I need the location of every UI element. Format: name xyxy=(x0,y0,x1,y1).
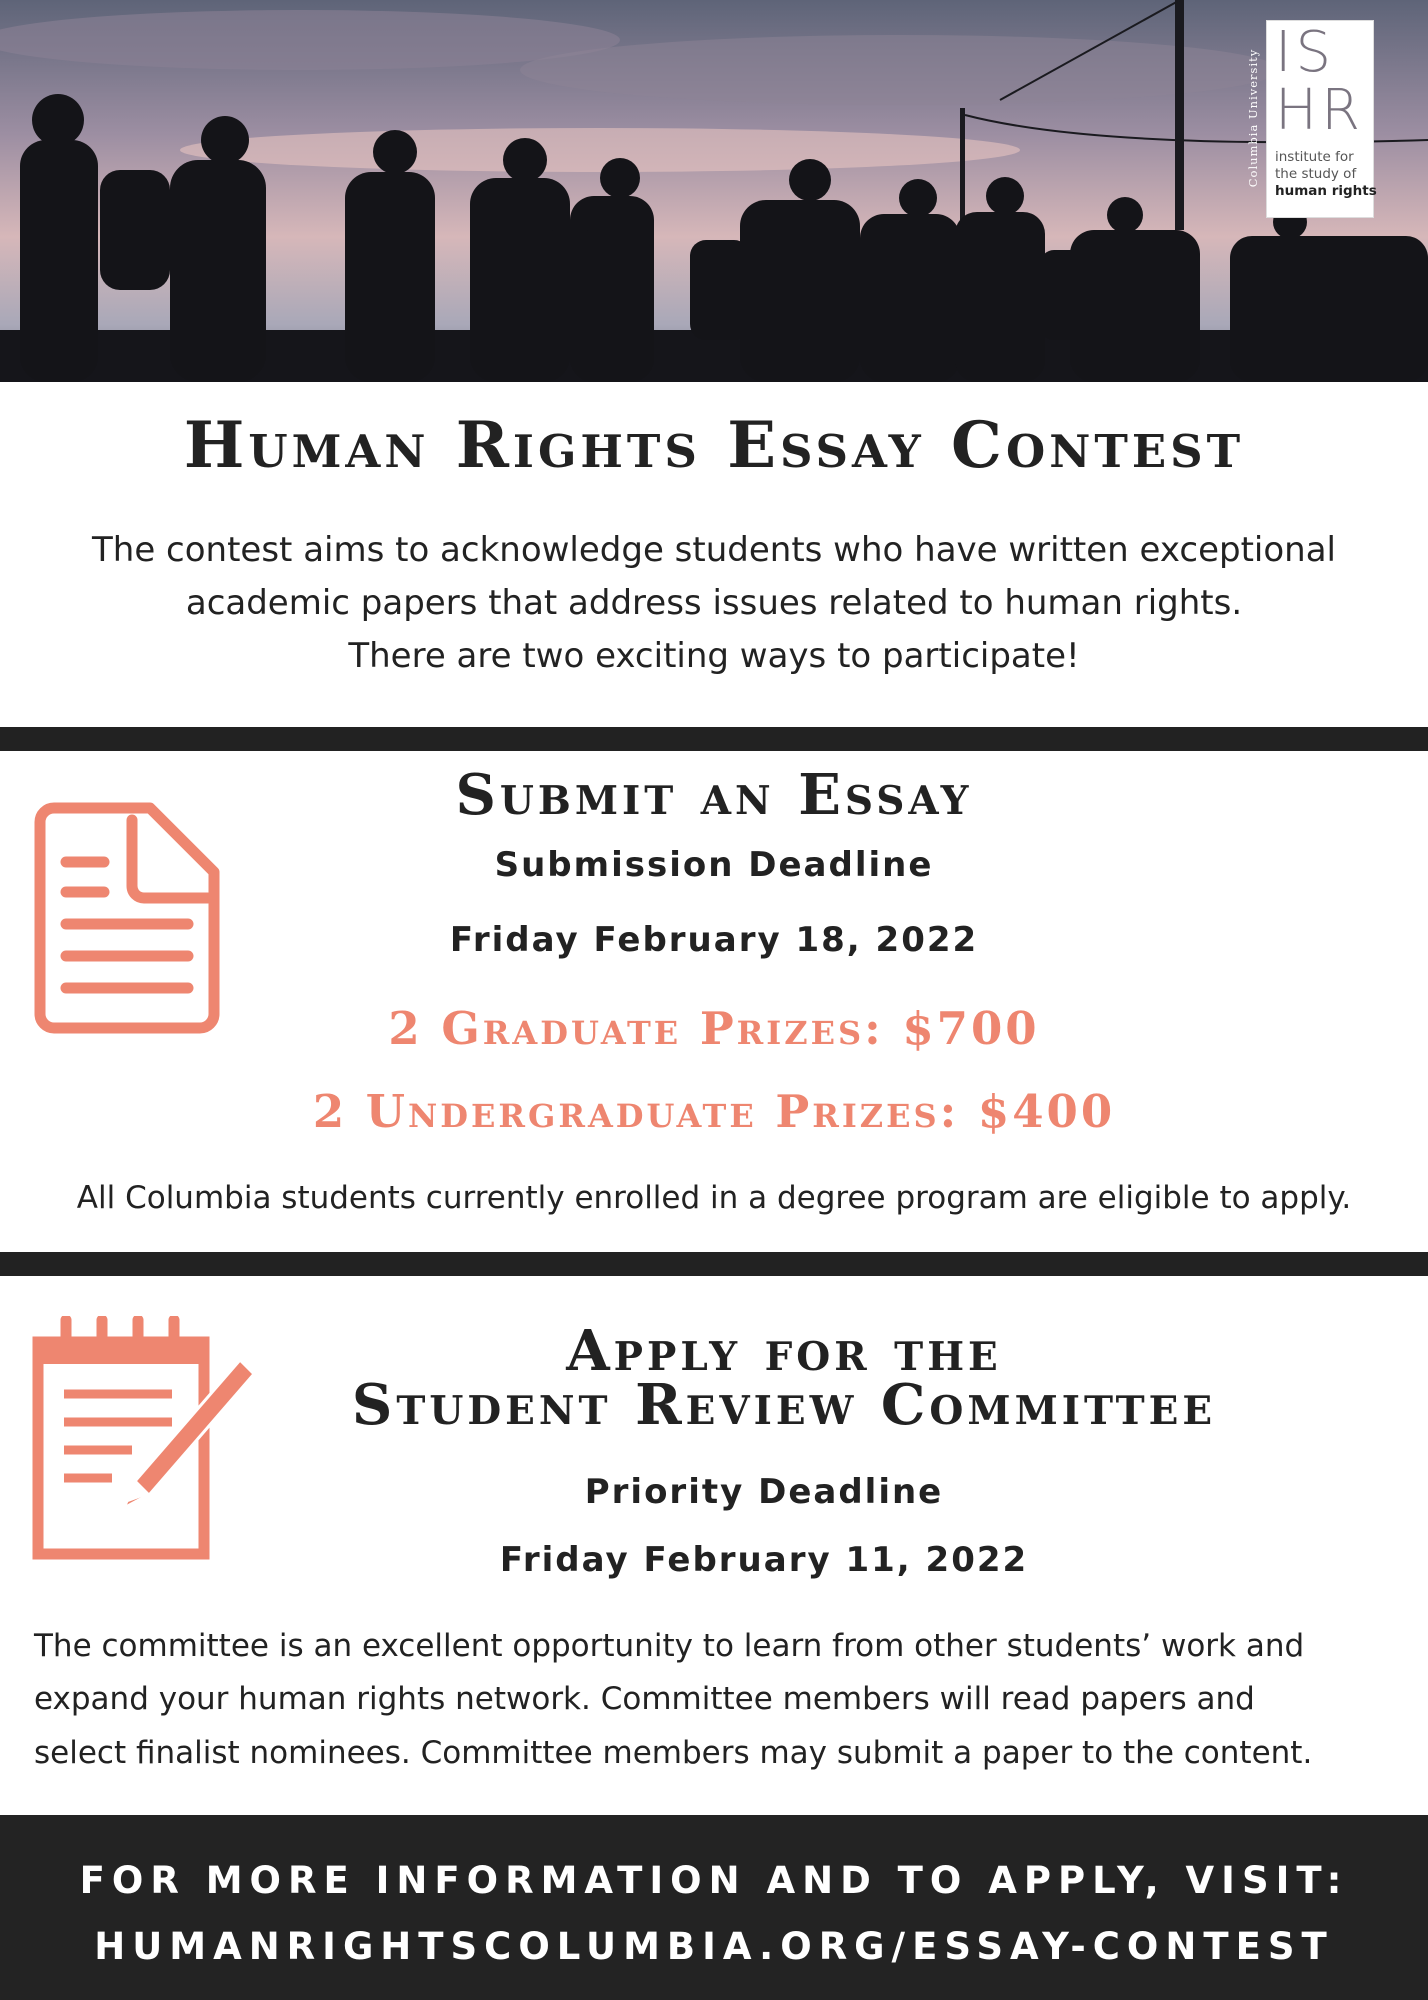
logo-letters-is: IS xyxy=(1275,20,1336,85)
ishr-logo xyxy=(1246,18,1377,218)
logo-university-text: Columbia University xyxy=(1246,48,1260,188)
committee-description-line-3: select finalist nominees. Committee members may submit a paper to the content. xyxy=(34,1735,1313,1771)
submit-deadline-date: Friday February 18, 2022 xyxy=(449,920,979,960)
graduate-prize: 2 Graduate Prizes: $700 xyxy=(388,1002,1040,1055)
section-divider xyxy=(0,727,1428,751)
logo-tagline-2: the study of xyxy=(1275,166,1357,182)
footer-info-text: FOR MORE INFORMATION AND TO APPLY, VISIT: xyxy=(79,1859,1349,1902)
footer-banner xyxy=(0,1815,1428,2000)
logo-letters-hr: HR xyxy=(1275,78,1365,143)
intro-line-2: academic papers that address issues related to human rights. xyxy=(185,583,1243,623)
logo-tagline-1: institute for xyxy=(1275,149,1354,165)
committee-heading-line-1: Apply for the xyxy=(566,1318,1002,1384)
committee-deadline-date: Friday February 11, 2022 xyxy=(499,1540,1029,1580)
hero-silhouette-image xyxy=(0,0,1428,382)
submit-heading: Submit an Essay xyxy=(455,762,973,828)
intro-line-1: The contest aims to acknowledge students who have written exceptional xyxy=(92,530,1336,570)
logo-box xyxy=(1266,20,1377,218)
intro-line-3: There are two exciting ways to participate! xyxy=(348,636,1080,676)
committee-deadline-label: Priority Deadline xyxy=(584,1472,944,1512)
committee-description-line-2: expand your human rights network. Committee members will read papers and xyxy=(34,1681,1255,1717)
eligibility-text: All Columbia students currently enrolled in a degree program are eligible to apply. xyxy=(76,1180,1352,1216)
submit-deadline-label: Submission Deadline xyxy=(494,845,934,885)
undergraduate-prize: 2 Undergraduate Prizes: $400 xyxy=(312,1085,1116,1138)
section-divider xyxy=(0,1252,1428,1276)
footer-url-link[interactable]: HUMANRIGHTSCOLUMBIA.ORG/ESSAY-CONTEST xyxy=(94,1925,1334,1968)
committee-heading-line-2: Student Review Committee xyxy=(351,1372,1217,1438)
document-icon xyxy=(32,800,222,1036)
hero-photo xyxy=(0,0,1428,382)
committee-description-line-1: The committee is an excellent opportunity to learn from other students’ work and xyxy=(34,1628,1305,1664)
page-title: Human Rights Essay Contest xyxy=(183,408,1245,483)
logo-tagline-3: human rights xyxy=(1275,183,1377,199)
